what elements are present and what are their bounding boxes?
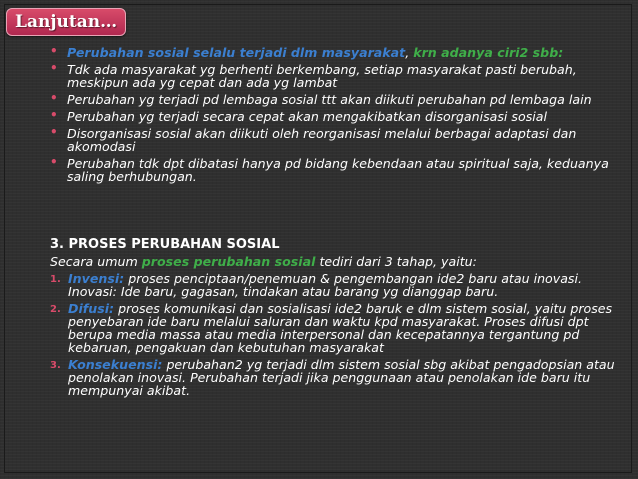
bullet-icon: •: [50, 44, 58, 58]
stage-term: Konsekuensi:: [68, 357, 163, 372]
bullet-separator: ,: [405, 45, 410, 60]
process-section: [50, 238, 625, 401]
stage-item: [50, 358, 625, 397]
bullet-text: Disorganisasi sosial akan diikuti oleh reorganisasi melalui berbagai adaptasi dan akomodasi: [67, 126, 577, 154]
title-banner: [6, 8, 126, 36]
section-heading: 3. PROSES PERUBAHAN SOSIAL: [50, 237, 280, 252]
section-intro: [50, 255, 625, 268]
bullet-item: [46, 63, 622, 89]
bullet-icon: •: [50, 155, 58, 169]
bullet-item: [46, 127, 622, 153]
intro-text-end: tediri dari 3 tahap, yaitu:: [315, 254, 477, 269]
bullet-text: Perubahan yg terjadi pd lembaga sosial ttt akan diikuti perubahan pd lembaga lain: [67, 92, 592, 107]
stage-term: Invensi:: [68, 271, 125, 286]
stage-text: proses penciptaan/penemuan & pengembangan ide2 baru atau inovasi. Inovasi: Ide baru, gagasan, tindakan atau barang yg dianggap baru.: [68, 271, 582, 299]
stage-item: [50, 272, 625, 298]
stage-list: [50, 272, 625, 397]
bullet-item: [46, 46, 622, 59]
bullet-icon: •: [50, 61, 58, 75]
stage-item: [50, 302, 625, 354]
bullet-item: [46, 93, 622, 106]
stage-number: 2.: [50, 304, 61, 315]
bullet-icon: •: [50, 108, 58, 122]
bullet-text: Tdk ada masyarakat yg berhenti berkembang, setiap masyarakat pasti berubah, meskipun ada yg cepat dan ada yg lambat: [67, 62, 577, 90]
stage-number: 3.: [50, 360, 61, 371]
bullet-item: [46, 157, 622, 183]
bullet-text: Perubahan tdk dpt dibatasi hanya pd bidang kebendaan atau spiritual saja, keduanya saling berhubungan.: [67, 156, 609, 184]
stage-number: 1.: [50, 274, 61, 285]
bullet-icon: •: [50, 125, 58, 139]
bullet-highlight-blue: Perubahan sosial selalu terjadi dlm masyarakat: [67, 45, 406, 60]
slide-title: Lanjutan…: [15, 12, 118, 32]
stage-text: proses komunikasi dan sosialisasi ide2 baruk e dlm sistem sosial, yaitu proses penyebaran ide baru melalui saluran dan waktu kpd masyarakat. Proses difusi dpt berupa media massa atau media interpersonal dan kecepatannya tergantung pd kebaruan, pengakuan dan kebutuhan masyarakat: [68, 301, 613, 355]
bullet-item: [46, 110, 622, 123]
bullet-icon: •: [50, 91, 58, 105]
bullet-text: Perubahan yg terjadi secara cepat akan mengakibatkan disorganisasi sosial: [67, 109, 547, 124]
intro-term: proses perubahan sosial: [141, 254, 316, 269]
bullet-highlight-green: krn adanya ciri2 sbb:: [413, 45, 564, 60]
stage-term: Difusi:: [68, 301, 115, 316]
bullet-list: [46, 46, 622, 183]
stage-text: perubahan2 yg terjadi dlm sistem sosial sbg akibat pengadopsian atau penolakan inovasi. Perubahan terjadi jika penggunaan atau penolakan ide baru itu mempunyai akibat.: [68, 357, 615, 398]
bullet-list-container: [46, 46, 622, 187]
intro-text: Secara umum: [50, 254, 142, 269]
